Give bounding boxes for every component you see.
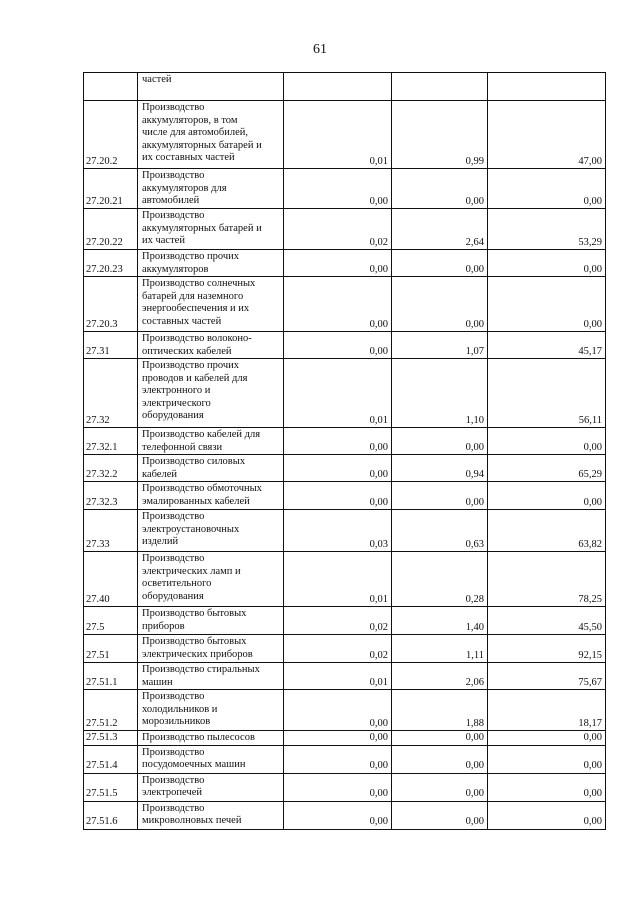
activity-name-cell [138,690,284,731]
table-row [84,510,606,552]
value-cell-1: 0,02 [284,607,392,635]
activity-name-line: Производство солнечных [142,278,256,289]
table-row [84,731,606,746]
activity-name-line: Производство стиральных [142,664,260,675]
okved-code-cell: 27.51.2 [84,690,138,731]
value-cell-1 [284,73,392,101]
value-cell-2: 0,28 [392,552,488,607]
value-cell-2: 0,00 [392,801,488,829]
value-cell-2: 2,64 [392,209,488,250]
activity-name-line: электроустановочных [142,523,240,535]
okved-code-cell: 27.20.22 [84,209,138,250]
value-cell-1: 0,00 [284,745,392,773]
value-cell-1: 0,00 [284,731,392,746]
okved-code-cell: 27.20.21 [84,169,138,209]
table-row [84,745,606,773]
value-cell-2: 0,00 [392,277,488,332]
activity-name-line: энергообеспечения и их [142,303,250,314]
activity-name-line: микроволновых печей [142,815,242,826]
value-cell-2: 0,00 [392,773,488,801]
value-cell-2: 0,99 [392,101,488,169]
activity-name-line: машин [142,676,173,688]
page-number: 61 [313,42,327,57]
okved-code-cell: 27.32.1 [84,428,138,455]
value-cell-3: 0,00 [488,250,606,277]
activity-name-line: Производство бытовых [142,608,247,619]
value-cell-1: 0,00 [284,690,392,731]
activity-name-line: оптических кабелей [142,345,232,357]
okved-code-cell: 27.51.3 [84,731,138,746]
value-cell-3: 45,17 [488,332,606,359]
table-row [84,773,606,801]
activity-name-cell [138,209,284,250]
activity-name-line: Производство прочих [142,360,240,371]
activity-name-cell [138,607,284,635]
activity-name-line: Производство силовых [142,456,246,467]
value-cell-1: 0,02 [284,209,392,250]
value-cell-2: 0,00 [392,169,488,209]
okved-code-cell: 27.5 [84,607,138,635]
table-row [84,428,606,455]
value-cell-1: 0,01 [284,359,392,428]
activity-name-cell [138,332,284,359]
value-cell-1: 0,01 [284,663,392,690]
okved-code-cell: 27.20.23 [84,250,138,277]
value-cell-1: 0,00 [284,277,392,332]
value-cell-2: 1,11 [392,635,488,663]
activity-name-cell [138,250,284,277]
value-cell-1: 0,01 [284,552,392,607]
table-row [84,277,606,332]
activity-name-line: аккумуляторных батарей и [142,139,262,151]
activity-name-line: оборудования [142,410,204,421]
activity-name-cell [138,801,284,829]
value-cell-1: 0,00 [284,455,392,482]
okved-code-cell [84,73,138,101]
value-cell-3: 18,17 [488,690,606,731]
activity-name-line: изделий [142,536,179,547]
value-cell-1: 0,00 [284,250,392,277]
value-cell-3: 0,00 [488,745,606,773]
table-row [84,482,606,510]
table-row [84,552,606,607]
activity-name-cell [138,73,284,101]
okved-code-cell: 27.51.5 [84,773,138,801]
activity-name-line: Производство обмоточных [142,483,262,494]
value-cell-2: 0,00 [392,250,488,277]
table-row [84,250,606,277]
table-row [84,663,606,690]
okved-code-cell: 27.51.6 [84,801,138,829]
activity-name-line: их составных частей [142,152,235,163]
value-cell-3: 65,29 [488,455,606,482]
value-cell-2: 0,94 [392,455,488,482]
activity-name-line: электрических приборов [142,648,253,660]
value-cell-2: 0,00 [392,731,488,746]
okved-code-cell: 27.31 [84,332,138,359]
okved-code-cell: 27.33 [84,510,138,552]
activity-name-line: Производство [142,170,205,181]
value-cell-2: 0,00 [392,745,488,773]
value-cell-1: 0,00 [284,801,392,829]
activity-name-cell [138,101,284,169]
activity-name-line: осветительного [142,578,212,589]
okved-code-cell: 27.51.1 [84,663,138,690]
value-cell-2: 0,00 [392,428,488,455]
value-cell-2: 1,88 [392,690,488,731]
activity-name-line: частей [142,74,172,85]
activity-name-line: их частей [142,235,185,246]
activity-name-line: Производство [142,746,205,758]
value-cell-2: 2,06 [392,663,488,690]
value-cell-3: 0,00 [488,428,606,455]
table-row [84,690,606,731]
table-row [84,635,606,663]
okved-code-cell: 27.32.3 [84,482,138,510]
activity-name-line: холодильников и [142,703,218,715]
okved-code-cell: 27.51 [84,635,138,663]
value-cell-2: 1,40 [392,607,488,635]
activity-name-cell [138,663,284,690]
activity-name-line: посудомоечных машин [142,759,246,770]
activity-name-line: Производство [142,774,205,786]
activity-name-line: аккумуляторов, в том [142,114,238,126]
table-row [84,101,606,169]
activity-name-cell [138,169,284,209]
okved-code-cell: 27.20.2 [84,101,138,169]
activity-name-line: Производство кабелей для [142,429,261,440]
activity-name-line: Производство прочих [142,251,240,262]
activity-name-line: Производство [142,511,205,522]
value-cell-3: 56,11 [488,359,606,428]
value-cell-2: 0,63 [392,510,488,552]
activity-name-line: автомобилей [142,195,200,206]
okved-code-cell: 27.32.2 [84,455,138,482]
activity-name-line: Производство [142,102,205,113]
value-cell-3: 63,82 [488,510,606,552]
activity-name-line: оборудования [142,590,204,602]
activity-name-cell [138,552,284,607]
value-cell-3: 47,00 [488,101,606,169]
activity-name-line: аккумуляторов для [142,182,227,194]
activity-name-line: Производство [142,691,205,702]
value-cell-2: 1,07 [392,332,488,359]
value-cell-2: 1,10 [392,359,488,428]
activity-name-line: Производство бытовых [142,636,247,647]
activity-name-line: Производство [142,210,205,221]
okved-code-cell: 27.32 [84,359,138,428]
value-cell-3: 53,29 [488,209,606,250]
activity-name-cell [138,745,284,773]
activity-name-cell [138,510,284,552]
value-cell-3: 0,00 [488,801,606,829]
activity-name-line: составных частей [142,315,222,327]
activity-name-line: аккумуляторов [142,263,209,275]
activity-name-cell [138,482,284,510]
activity-name-line: электропечей [142,787,202,798]
value-cell-2: 0,00 [392,482,488,510]
value-cell-3: 0,00 [488,482,606,510]
activity-name-line: числе для автомобилей, [142,127,248,138]
table-row [84,607,606,635]
activity-name-cell [138,455,284,482]
activity-name-line: Производство [142,553,205,564]
activity-name-line: морозильников [142,716,211,727]
table-row [84,332,606,359]
activity-name-cell [138,277,284,332]
activity-name-line: Производство волоконо- [142,333,252,344]
value-cell-1: 0,00 [284,428,392,455]
value-cell-3 [488,73,606,101]
activity-name-line: Производство пылесосов [142,732,255,743]
activity-name-line: электронного и [142,385,211,396]
activity-name-line: аккумуляторных батарей и [142,222,262,234]
activity-name-line: батарей для наземного [142,290,244,302]
data-table [83,72,606,830]
value-cell-1: 0,00 [284,773,392,801]
activity-name-cell [138,428,284,455]
value-cell-3: 75,67 [488,663,606,690]
activity-name-cell [138,731,284,746]
value-cell-3: 0,00 [488,277,606,332]
table-row [84,455,606,482]
value-cell-1: 0,00 [284,169,392,209]
value-cell-3: 0,00 [488,169,606,209]
activity-name-line: электрических ламп и [142,565,241,577]
okved-code-cell: 27.40 [84,552,138,607]
activity-name-line: электрического [142,397,211,409]
okved-code-cell: 27.20.3 [84,277,138,332]
value-cell-3: 45,50 [488,607,606,635]
table-body [84,73,606,830]
table-row [84,359,606,428]
table-row [84,209,606,250]
table-row [84,73,606,101]
value-cell-1: 0,00 [284,332,392,359]
value-cell-1: 0,03 [284,510,392,552]
activity-name-line: кабелей [142,468,177,480]
activity-name-line: Производство [142,802,205,814]
okved-code-cell: 27.51.4 [84,745,138,773]
value-cell-1: 0,02 [284,635,392,663]
value-cell-1: 0,01 [284,101,392,169]
activity-name-cell [138,773,284,801]
value-cell-3: 0,00 [488,773,606,801]
activity-name-line: эмалированных кабелей [142,495,250,507]
activity-name-cell [138,359,284,428]
table-row [84,169,606,209]
value-cell-1: 0,00 [284,482,392,510]
value-cell-3: 92,15 [488,635,606,663]
activity-name-line: приборов [142,620,185,632]
value-cell-2 [392,73,488,101]
table-row [84,801,606,829]
activity-name-line: проводов и кабелей для [142,372,248,384]
value-cell-3: 0,00 [488,731,606,746]
value-cell-3: 78,25 [488,552,606,607]
activity-name-cell [138,635,284,663]
activity-name-line: телефонной связи [142,441,223,453]
